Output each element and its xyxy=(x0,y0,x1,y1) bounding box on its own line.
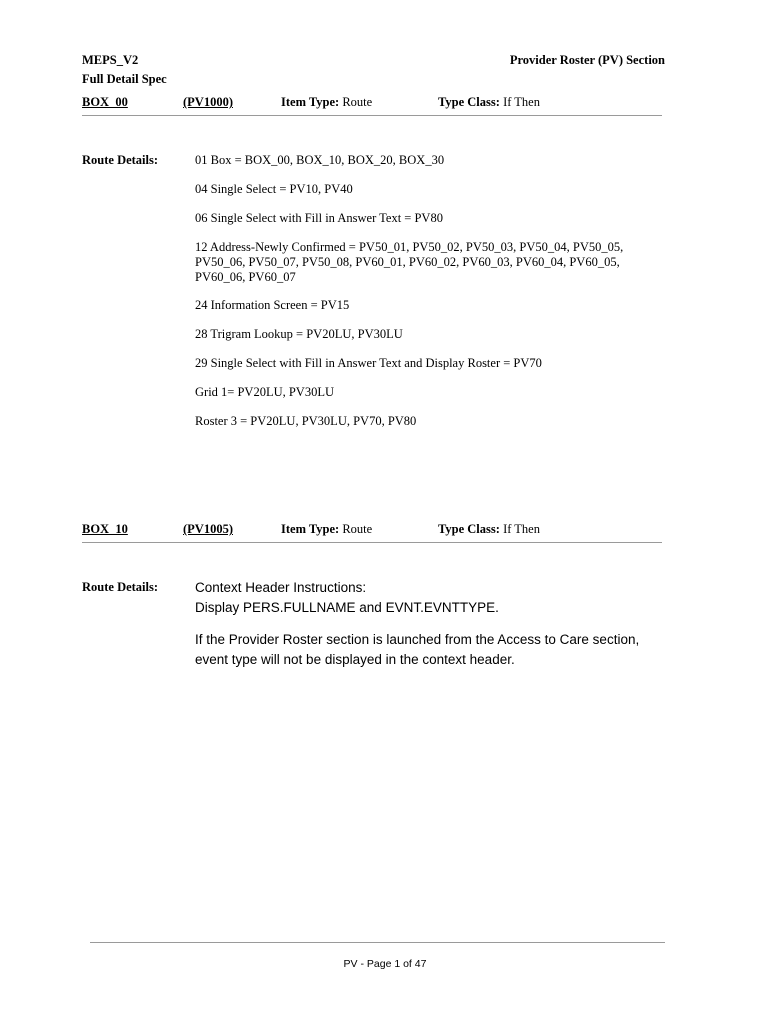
type-class-value: If Then xyxy=(503,95,540,109)
item-type xyxy=(281,95,372,110)
route-item: 04 Single Select = PV10, PV40 xyxy=(195,182,353,196)
item-type xyxy=(281,522,372,537)
route-item: PV60_06, PV60_07 xyxy=(195,270,296,284)
route-details-label: Route Details: xyxy=(82,580,159,594)
route-item: Grid 1= PV20LU, PV30LU xyxy=(195,385,334,399)
box-code: (PV1005) xyxy=(183,522,233,536)
item-type-label: Item Type: xyxy=(281,95,340,109)
box-id: BOX_00 xyxy=(82,95,128,109)
box-id: BOX_10 xyxy=(82,522,128,536)
context-line: Display PERS.FULLNAME and EVNT.EVNTTYPE. xyxy=(195,600,499,615)
item-type-value: Route xyxy=(342,95,373,109)
route-item: 01 Box = BOX_00, BOX_10, BOX_20, BOX_30 xyxy=(195,153,445,167)
box-code: (PV1000) xyxy=(183,95,233,109)
item-type-label: Item Type: xyxy=(281,522,340,536)
route-item: 24 Information Screen = PV15 xyxy=(195,298,350,312)
route-item: PV50_06, PV50_07, PV50_08, PV60_01, PV60_02, PV60_03, PV60_04, PV60_05, xyxy=(195,255,620,269)
item-type-value: Route xyxy=(342,522,373,536)
context-line: Context Header Instructions: xyxy=(195,580,367,595)
footer-divider xyxy=(90,942,665,943)
type-class xyxy=(438,95,540,110)
context-line: event type will not be displayed in the context header. xyxy=(195,652,515,667)
context-line: If the Provider Roster section is launched from the Access to Care section, xyxy=(195,632,640,647)
section-title: Provider Roster (PV) Section xyxy=(509,53,665,67)
route-item: 28 Trigram Lookup = PV20LU, PV30LU xyxy=(195,327,403,341)
spec-label: Full Detail Spec xyxy=(82,72,167,86)
doc-name: MEPS_V2 xyxy=(82,53,139,67)
route-item: Roster 3 = PV20LU, PV30LU, PV70, PV80 xyxy=(195,414,417,428)
type-class-label: Type Class: xyxy=(438,522,500,536)
divider xyxy=(82,542,662,543)
type-class-label: Type Class: xyxy=(438,95,500,109)
type-class xyxy=(438,522,540,537)
route-details-label: Route Details: xyxy=(82,153,159,167)
route-item: 12 Address-Newly Confirmed = PV50_01, PV50_02, PV50_03, PV50_04, PV50_05, xyxy=(195,240,624,254)
divider xyxy=(82,115,662,116)
route-item: 29 Single Select with Fill in Answer Text and Display Roster = PV70 xyxy=(195,356,542,370)
page-number: PV - Page 1 of 47 xyxy=(343,958,427,970)
route-item: 06 Single Select with Fill in Answer Text = PV80 xyxy=(195,211,443,225)
type-class-value: If Then xyxy=(503,522,540,536)
